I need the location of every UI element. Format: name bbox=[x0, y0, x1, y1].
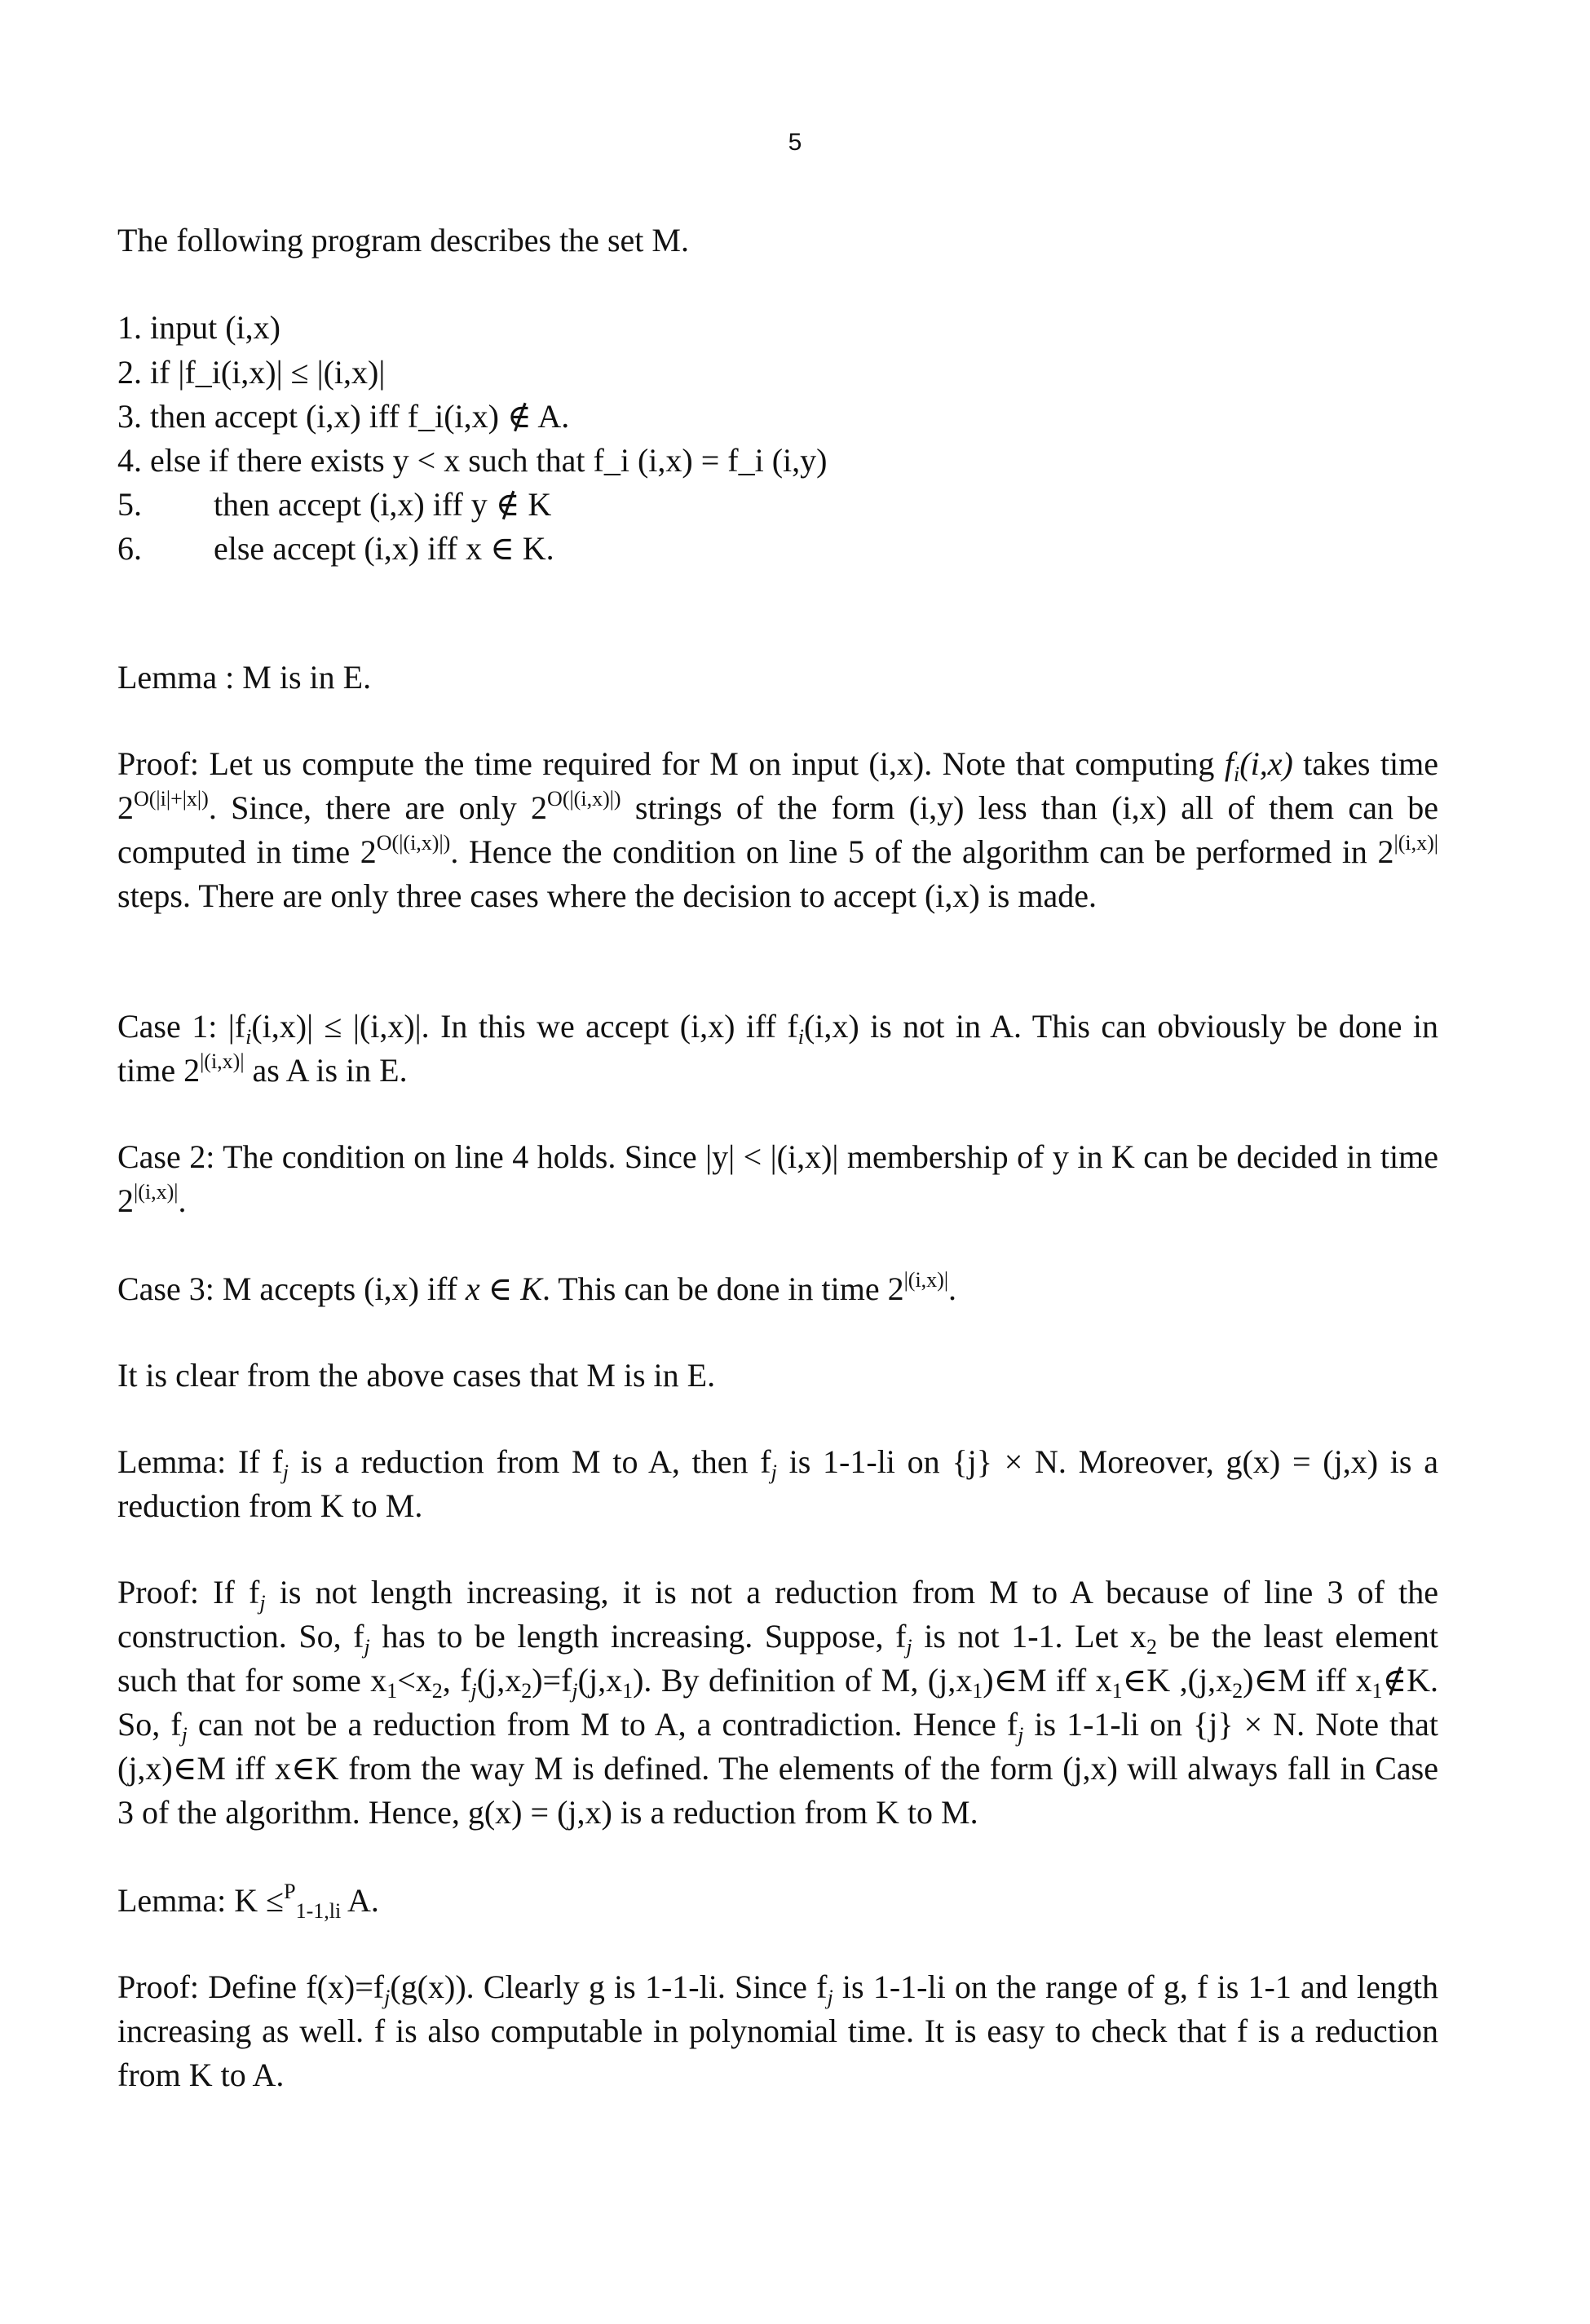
lemma-reduction: Lemma: If $f_j$ is a reduction from M to A, then $f_j$ is 1-1-li on {j} × N. Moreover, g(x) = (j,x) is a reduction from K to M. bbox=[117, 1443, 1438, 1524]
lemma-m-in-e: Lemma : M is in E. bbox=[117, 659, 372, 696]
program-line-2: 2. if |f_i(i,x)| ≤ |(i,x)| bbox=[117, 354, 386, 391]
program-line-6: 6. else accept (i,x) iff x ∈ K. bbox=[117, 530, 554, 567]
program-line-1: 1. input (i,x) bbox=[117, 309, 280, 346]
page-number: 5 bbox=[788, 129, 802, 156]
program-line-5: 5. then accept (i,x) iff y ∉ K bbox=[117, 486, 552, 523]
case-1: Case 1: $|f_i(i,x)| \le |(i,x)|$. In this we accept (i,x) iff $f_i(i,x)$ is not in A. This can obviously be done in time $2^{|(i,x)|}$ as A is in E. bbox=[117, 1008, 1438, 1089]
case-2: Case 2: The condition on line 4 holds. Since |y| < |(i,x)| membership of y in K can be decided in time $2^{|(i,x)|}$. bbox=[117, 1138, 1438, 1219]
program-line-4: 4. else if there exists y < x such that f_i (i,x) = f_i (i,y) bbox=[117, 442, 828, 479]
case-3: Case 3: M accepts (i,x) iff x ∈ K. This can be done in time $2^{|(i,x)|}$. bbox=[117, 1268, 957, 1307]
proof-2: Proof: If $f_j$ is not length increasing, it is not a reduction from M to A because of line 3 of the construction. So, $f_j$ has to be length increasing. Suppose, $f_j$ is not 1-1. Let $x_2$ be the least element such that for some $x_1<x_2$, $f_j(j,x_2)=f_j(j,x_1)$. By definition of M, $(j,x_1)\in M$ iff $x_1\in K$ $,(j,x_2)\in M$ iff $x_1\notin K$. So, $f_j$ can not be a reduction from M to A, a contradiction. Hence $f_j$ is 1-1-li on {j} × N. Note that (j,x)∈M iff x∈K from the way M is defined. The elements of the form (j,x) will always fall in Case 3 of the algorithm. Hence, g(x) = (j,x) is a reduction from K to M. bbox=[117, 1574, 1439, 1831]
proof-1: Proof: Let us compute the time required for M on input (i,x). Note that computing $f_i(i,x)$ takes time $2^{O(|i|+|x|)}$. Since, there are only $2^{O(|(i,x)|)}$ strings of the form (i,y) less than (i,x) all of them can be computed in time $2^{O(|(i,x)|)}$. Hence the condition on line 5 of the algorithm can be performed in $2^{|(i,x)|}$ steps. There are only three cases where the decision to accept (i,x) is made. bbox=[117, 745, 1439, 914]
lemma-k-reduces-a: Lemma: K ≤$^P_{1-1,li}$ A. bbox=[117, 1880, 379, 1923]
program-line-3: 3. then accept (i,x) iff f_i(i,x) ∉ A. bbox=[117, 398, 570, 435]
intro-text: The following program describes the set M. bbox=[117, 222, 689, 258]
clear-statement: It is clear from the above cases that M is in E. bbox=[117, 1357, 716, 1394]
proof-3: Proof: Define $f(x)=f_j(g(x))$. Clearly g is 1-1-li. Since $f_j$ is 1-1-li on the range of g, f is 1-1 and length increasing as well. f is also computable in polynomial time. It is easy to check that f is a reduction from K to A. bbox=[117, 1968, 1439, 2093]
